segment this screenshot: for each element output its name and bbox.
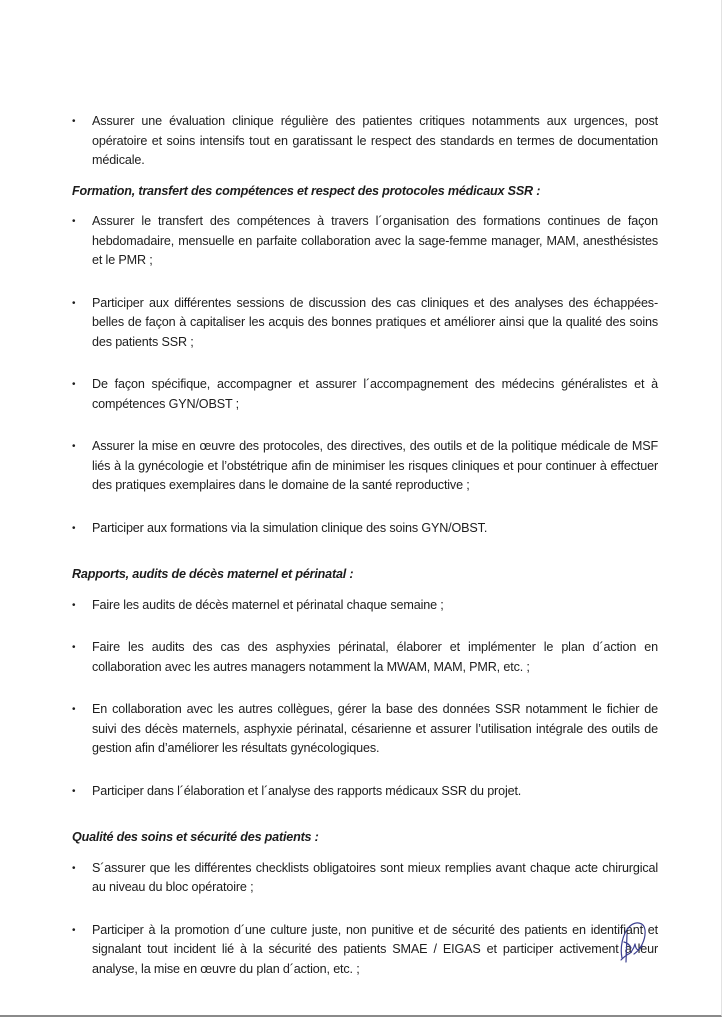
list-item-text: Participer aux différentes sessions de discussion des cas cliniques et des analyses des échappées-belles de façon à capitaliser les acquis des bonnes pratiques et améliorer ainsi que la qualité des soins des patients SSR ;: [92, 295, 658, 349]
bullet-icon: •: [72, 522, 76, 534]
section-heading-rapports: Rapports, audits de décès maternel et périnatal :: [72, 567, 354, 581]
list-item-text: Assurer une évaluation clinique régulière des patientes critiques notamments aux urgences, post opératoire et soins intensifs tout en garatissant le respect des standards en termes de documentation médicale.: [92, 114, 658, 167]
list-item-text: Assurer la mise en œuvre des protocoles, des directives, des outils et de la politique médicale de MSF liés à la gynécologie et l’obstétrique afin de minimiser les risques cliniques et pour continuer à effectuer des pratiques exemplaires dans le domaine de la santé reproductive ;: [92, 439, 658, 492]
bullet-icon: •: [72, 862, 76, 874]
list-item-text: De façon spécifique, accompagner et assurer l´accompagnement des médecins généralistes et à compétences GYN/OBST ;: [92, 377, 658, 411]
bullet-icon: •: [72, 924, 76, 936]
list-item: [72, 921, 658, 980]
list-item-text: Assurer le transfert des compétences à travers l´organisation des formations continues de façon hebdomadaire, mensuelle en parfaite collaboration avec la sage-femme manager, MAM, anesthésistes et le PMR ;: [92, 214, 658, 267]
list-item-text: Participer dans l´élaboration et l´analyse des rapports médicaux SSR du projet.: [92, 783, 522, 798]
bullet-icon: •: [72, 599, 76, 611]
list-item-text: Participer aux formations via la simulation clinique des soins GYN/OBST.: [92, 520, 488, 535]
section-heading-formation: Formation, transfert des compétences et respect des protocoles médicaux SSR :: [72, 183, 541, 198]
list-item: [72, 859, 658, 898]
list-item-text: Participer à la promotion d´une culture juste, non punitive et de sécurité des patients en identifiant et signalant tout incident lié à la sécurité des patients SMAE / EIGAS et participer activement à leur analyse, la mise en œuvre du plan d´action, etc. ;: [92, 922, 658, 976]
list-item-intro-1: [72, 112, 658, 171]
list-item-text: S´assurer que les différentes checklists obligatoires sont mieux remplies avant chaque acte chirurgical au niveau du bloc opératoire ;: [92, 860, 658, 894]
signature-initials-icon: [612, 918, 662, 974]
bullet-icon: •: [72, 116, 76, 127]
list-item-text: Faire les audits des cas des asphyxies périnatal, élaborer et implémenter le plan d´action en collaboration avec les autres managers notamment la MWAM, MAM, PMR, etc. ;: [92, 640, 658, 674]
bullet-icon: •: [72, 642, 76, 653]
bullet-icon: •: [72, 441, 76, 452]
list-item: [72, 638, 658, 677]
list-item: [72, 375, 658, 414]
list-item: [72, 437, 658, 496]
list-item: [72, 519, 658, 539]
bullet-icon: •: [72, 379, 76, 390]
list-item-text: En collaboration avec les autres collègues, gérer la base des données SSR notamment le fichier de suivi des décès maternels, asphyxie périnatal, césarienne et assurer l’utilisation intégrale des outils de gestion afin d’améliorer les résultats gynécologiques.: [92, 702, 658, 755]
bullet-icon: •: [72, 297, 76, 309]
bullet-icon: •: [72, 704, 76, 715]
bullet-icon: •: [72, 785, 76, 797]
document-content: [72, 112, 658, 979]
bullet-icon: •: [72, 216, 76, 227]
list-item: [72, 782, 658, 802]
list-item: [72, 294, 658, 353]
list-item: [72, 596, 658, 616]
list-item-text: Faire les audits de décès maternel et périnatal chaque semaine ;: [92, 597, 444, 612]
list-item: [72, 700, 658, 759]
section-heading-qualite: Qualité des soins et sécurité des patients :: [72, 830, 319, 844]
list-item: [72, 212, 658, 271]
